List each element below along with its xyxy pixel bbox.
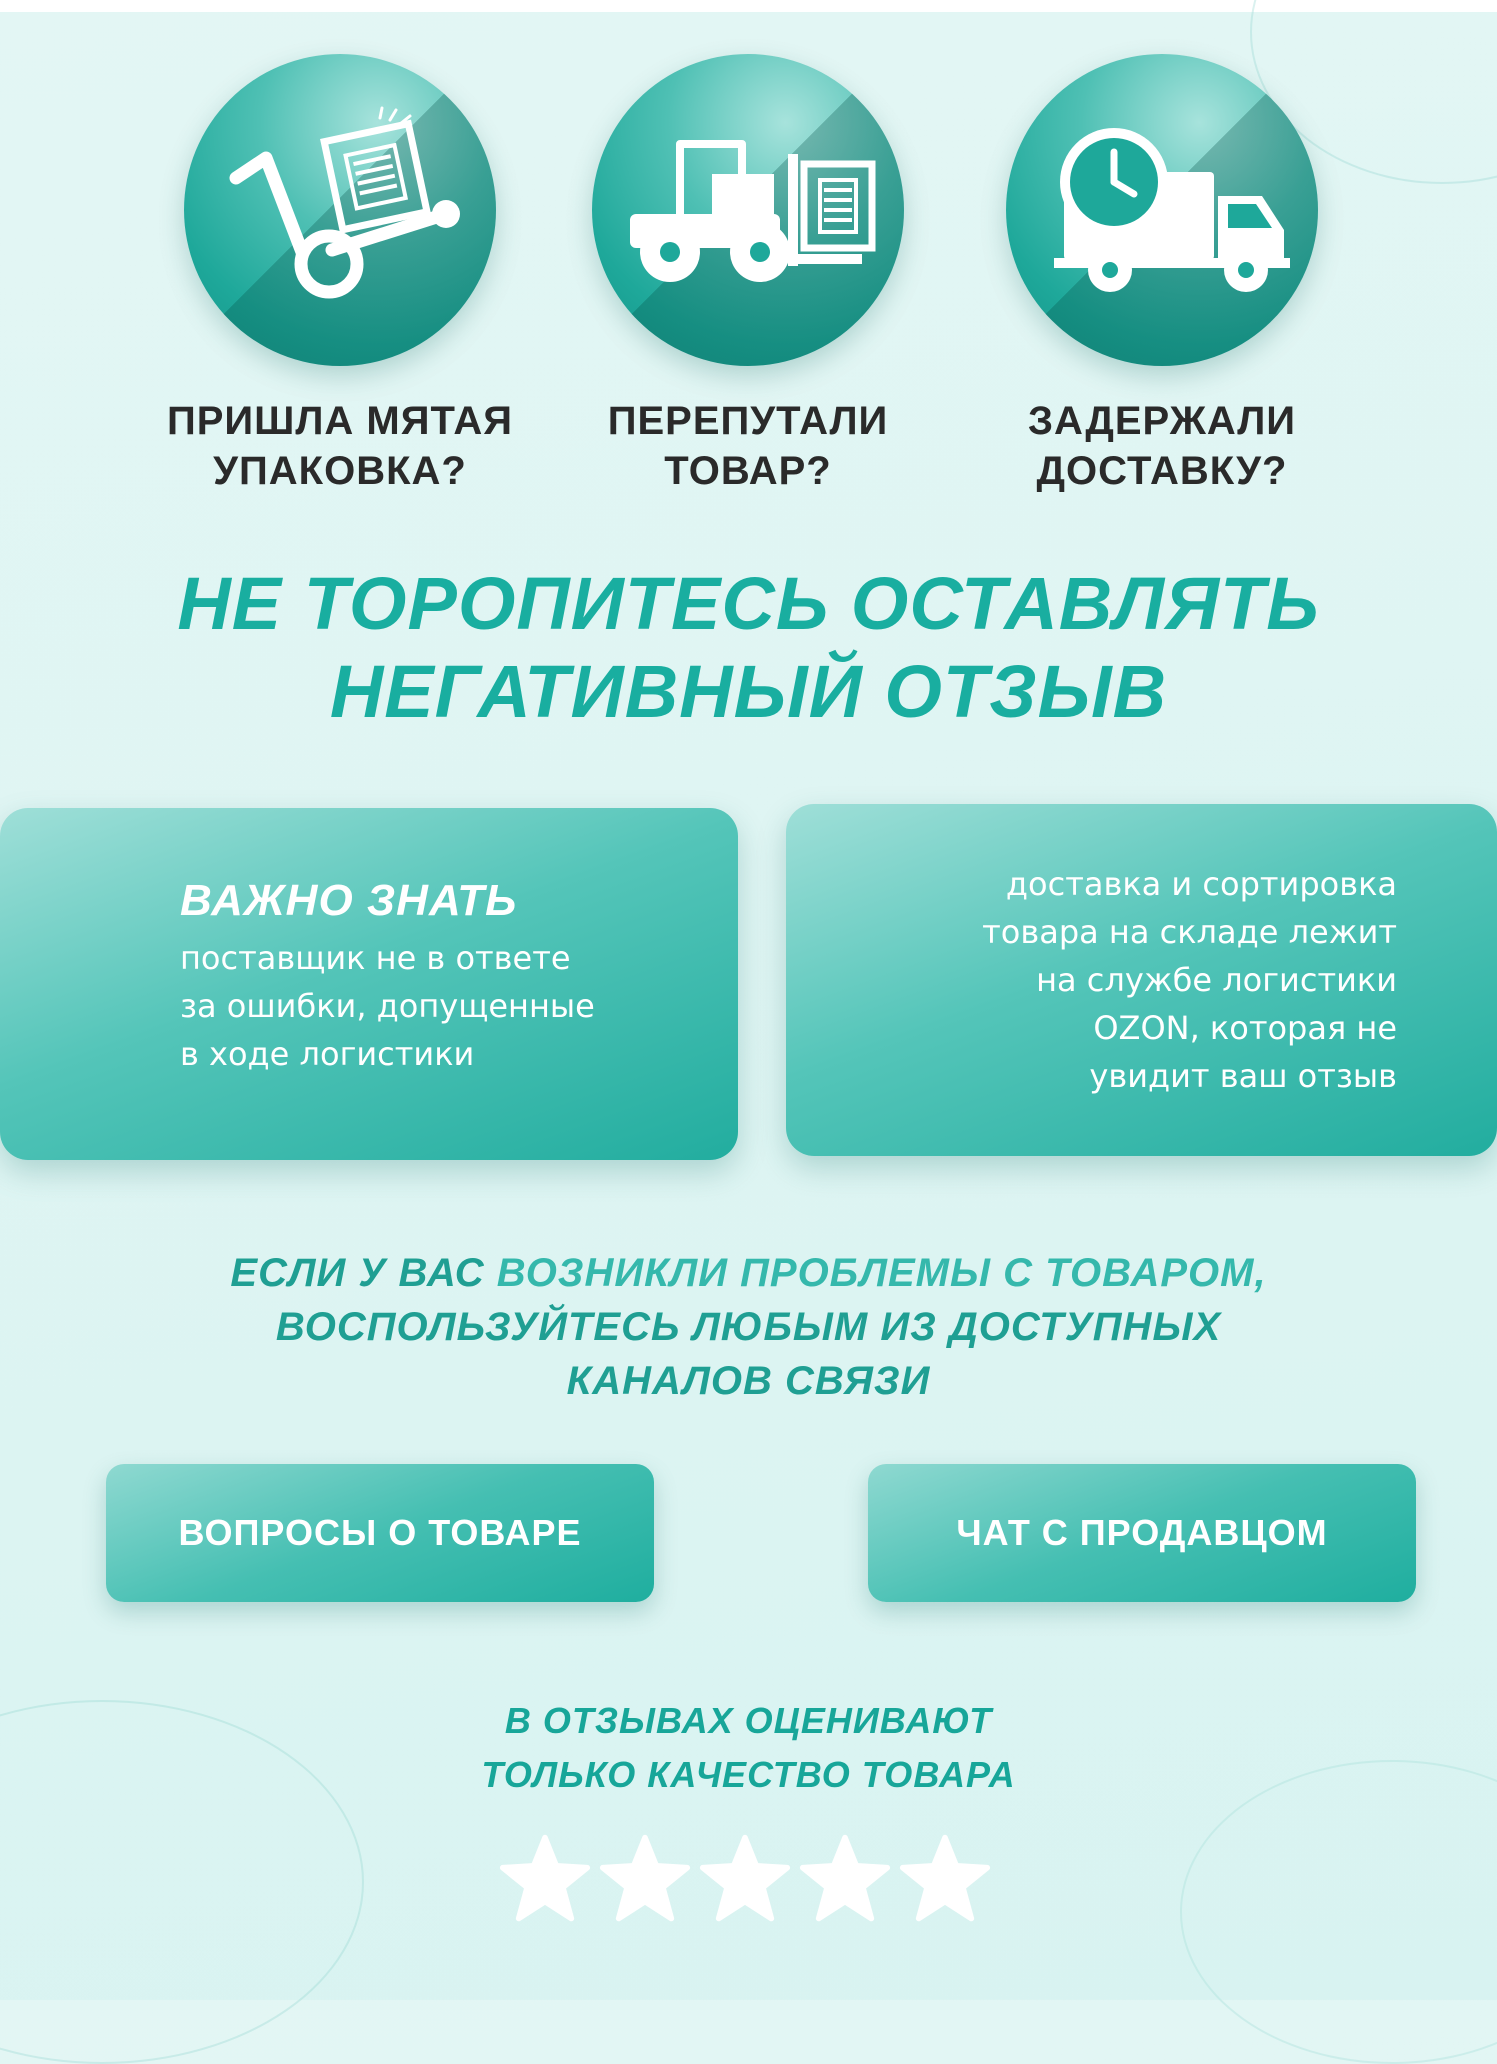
contact-prompt xyxy=(0,1246,1497,1408)
issue-label: ЗАДЕРЖАЛИ ДОСТАВКУ? xyxy=(1027,399,1297,493)
contact-prompt-line: КАНАЛОВ СВЯЗИ xyxy=(566,1359,931,1403)
issue-icon-circle xyxy=(592,54,904,366)
contact-prompt-line: ЕСЛИ У ВАС ВОЗНИКЛИ ПРОБЛЕМЫ С ТОВАРОМ, xyxy=(230,1251,1267,1295)
contact-prompt-line: ВОСПОЛЬЗУЙТЕСЬ ЛЮБЫМ ИЗ ДОСТУПНЫХ xyxy=(275,1305,1222,1349)
info-card-important xyxy=(0,808,738,1160)
delivery-truck-clock-icon xyxy=(1006,54,1318,366)
reviews-note: В ОТЗЫВАХ ОЦЕНИВАЮТ ТОЛЬКО КАЧЕСТВО ТОВАРА xyxy=(481,1700,1016,1795)
forklift-box-icon xyxy=(592,54,904,366)
hand-truck-box-icon xyxy=(184,54,496,366)
info-card-logistics xyxy=(786,804,1497,1156)
top-border xyxy=(0,0,1497,12)
star-icon xyxy=(798,1832,892,1926)
card-body: доставка и сортировка товара на складе лежит на службе логистики OZON, которая не увидит ваш отзыв xyxy=(982,865,1397,1095)
seller-chat-button[interactable]: ЧАТ С ПРОДАВЦОМ xyxy=(868,1464,1416,1602)
product-questions-button[interactable]: ВОПРОСЫ О ТОВАРЕ xyxy=(106,1464,654,1602)
card-title: ВАЖНО ЗНАТЬ xyxy=(180,876,518,925)
card-body: поставщик не в ответе за ошибки, допущенные в ходе логистики xyxy=(180,939,595,1073)
decorative-swirl xyxy=(1180,1760,1497,2064)
issue-label: ПЕРЕПУТАЛИ ТОВАР? xyxy=(607,399,889,493)
star-icon xyxy=(598,1832,692,1926)
issue-icon-circle xyxy=(1006,54,1318,366)
star-icon xyxy=(498,1832,592,1926)
main-headline: НЕ ТОРОПИТЕСЬ ОСТАВЛЯТЬ НЕГАТИВНЫЙ ОТЗЫВ xyxy=(177,562,1320,733)
issue-label: ПРИШЛА МЯТАЯ УПАКОВКА? xyxy=(166,399,514,493)
issue-icon-circle xyxy=(184,54,496,366)
star-icon xyxy=(898,1832,992,1926)
rating-stars xyxy=(498,1832,998,1928)
star-icon xyxy=(698,1832,792,1926)
